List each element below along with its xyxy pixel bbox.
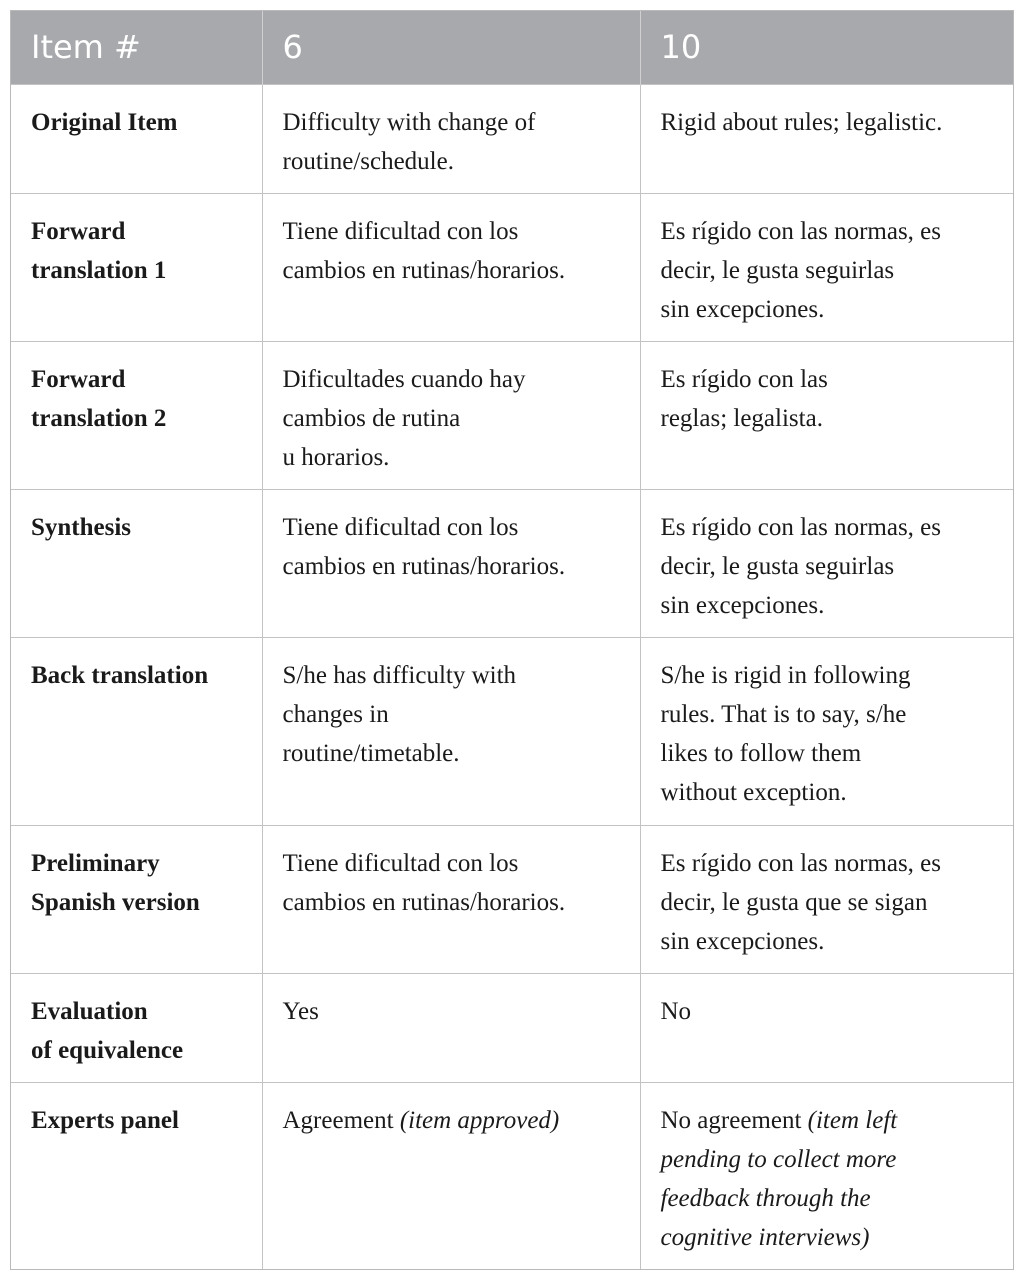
row-synthesis: [11, 489, 1013, 637]
cell-item-6: [262, 825, 640, 973]
agreement-text: Agreement: [282, 1106, 400, 1134]
text-line: rules. That is to say, s/he: [660, 700, 907, 728]
text-line: Dificultades cuando hay: [282, 365, 526, 393]
text-line: reglas; legalista.: [660, 404, 823, 432]
text-line: Es rígido con las normas, es: [660, 217, 942, 245]
text-line: cambios de rutina: [282, 404, 461, 432]
table-body: [11, 84, 1013, 1269]
text-line: cambios en rutinas/horarios.: [282, 888, 566, 916]
cell-item-6: [262, 84, 640, 193]
text-line: routine/schedule.: [282, 147, 454, 175]
row-label: [11, 637, 262, 825]
label-line: Preliminary: [31, 849, 160, 877]
row-back-translation: [11, 637, 1013, 825]
cell-item-10: [640, 637, 1013, 825]
text-line: Yes: [282, 997, 319, 1025]
row-experts-panel: [11, 1082, 1013, 1269]
row-label: [11, 1082, 262, 1269]
text-line: S/he is rigid in following: [660, 661, 911, 689]
text-line: decir, le gusta que se sigan: [660, 888, 928, 916]
cell-item-6: [262, 341, 640, 489]
text-line: cambios en rutinas/horarios.: [282, 552, 566, 580]
row-label: [11, 193, 262, 341]
label-line: of equivalence: [31, 1036, 184, 1064]
text-line: likes to follow them: [660, 739, 862, 767]
text-line: without exception.: [660, 778, 847, 806]
text-line: Tiene dificultad con los: [282, 513, 519, 541]
agreement-note: (item approved): [399, 1106, 560, 1134]
text-line: S/he has difficulty with: [282, 661, 517, 689]
row-preliminary-spanish-version: [11, 825, 1013, 973]
header-item-6: 6: [262, 11, 640, 84]
translation-process-table: [11, 11, 1013, 1269]
cell-item-6: [262, 637, 640, 825]
text-line: Tiene dificultad con los: [282, 849, 519, 877]
cell-item-6: [262, 193, 640, 341]
cell-item-6: [262, 489, 640, 637]
text-line: Es rígido con las normas, es: [660, 513, 942, 541]
label-line: Back translation: [31, 661, 209, 689]
text-line: Tiene dificultad con los: [282, 217, 519, 245]
cell-item-6: [262, 973, 640, 1082]
text-line: sin excepciones.: [660, 591, 825, 619]
header-item-number: Item #: [11, 11, 262, 84]
agreement-note-line: pending to collect more: [660, 1145, 897, 1173]
label-line: Spanish version: [31, 888, 200, 916]
header-item-10: 10: [640, 11, 1013, 84]
cell-item-6: [262, 1082, 640, 1269]
text-line: decir, le gusta seguirlas: [660, 552, 895, 580]
label-line: Forward: [31, 365, 126, 393]
cell-item-10: [640, 825, 1013, 973]
row-forward-translation-1: [11, 193, 1013, 341]
text-line: Es rígido con las normas, es: [660, 849, 942, 877]
cell-item-10: [640, 973, 1013, 1082]
agreement-note-line: cognitive interviews): [660, 1223, 870, 1251]
label-line: Original Item: [31, 108, 178, 136]
cell-item-10: [640, 84, 1013, 193]
agreement-note: (item left: [807, 1106, 898, 1134]
text-line: Es rígido con las: [660, 365, 828, 393]
cell-item-10: [640, 489, 1013, 637]
cell-item-10: [640, 193, 1013, 341]
row-label: [11, 825, 262, 973]
row-label: [11, 973, 262, 1082]
label-line: Synthesis: [31, 513, 132, 541]
label-line: translation 2: [31, 404, 167, 432]
text-line: u horarios.: [282, 443, 390, 471]
text-line: sin excepciones.: [660, 295, 825, 323]
label-line: Forward: [31, 217, 126, 245]
row-forward-translation-2: [11, 341, 1013, 489]
label-line: Experts panel: [31, 1106, 179, 1134]
text-line: No: [660, 997, 692, 1025]
agreement-note-line: feedback through the: [660, 1184, 871, 1212]
agreement-text: No agreement: [660, 1106, 808, 1134]
table-header: [11, 11, 1013, 84]
text-line: [283, 1101, 624, 1140]
text-line: routine/timetable.: [282, 739, 460, 767]
cell-item-10: [640, 1082, 1013, 1269]
row-label: [11, 489, 262, 637]
translation-table: [10, 10, 1014, 1270]
row-evaluation-of-equivalence: [11, 973, 1013, 1082]
header-row: [11, 11, 1013, 84]
text-line: [661, 1101, 998, 1140]
text-line: cambios en rutinas/horarios.: [282, 256, 566, 284]
row-label: [11, 341, 262, 489]
row-original-item: [11, 84, 1013, 193]
text-line: Rigid about rules; legalistic.: [660, 108, 943, 136]
label-line: translation 1: [31, 256, 167, 284]
cell-item-10: [640, 341, 1013, 489]
text-line: changes in: [282, 700, 389, 728]
text-line: Difficulty with change of: [282, 108, 536, 136]
row-label: [11, 84, 262, 193]
text-line: decir, le gusta seguirlas: [660, 256, 895, 284]
label-line: Evaluation: [31, 997, 148, 1025]
text-line: sin excepciones.: [660, 927, 825, 955]
